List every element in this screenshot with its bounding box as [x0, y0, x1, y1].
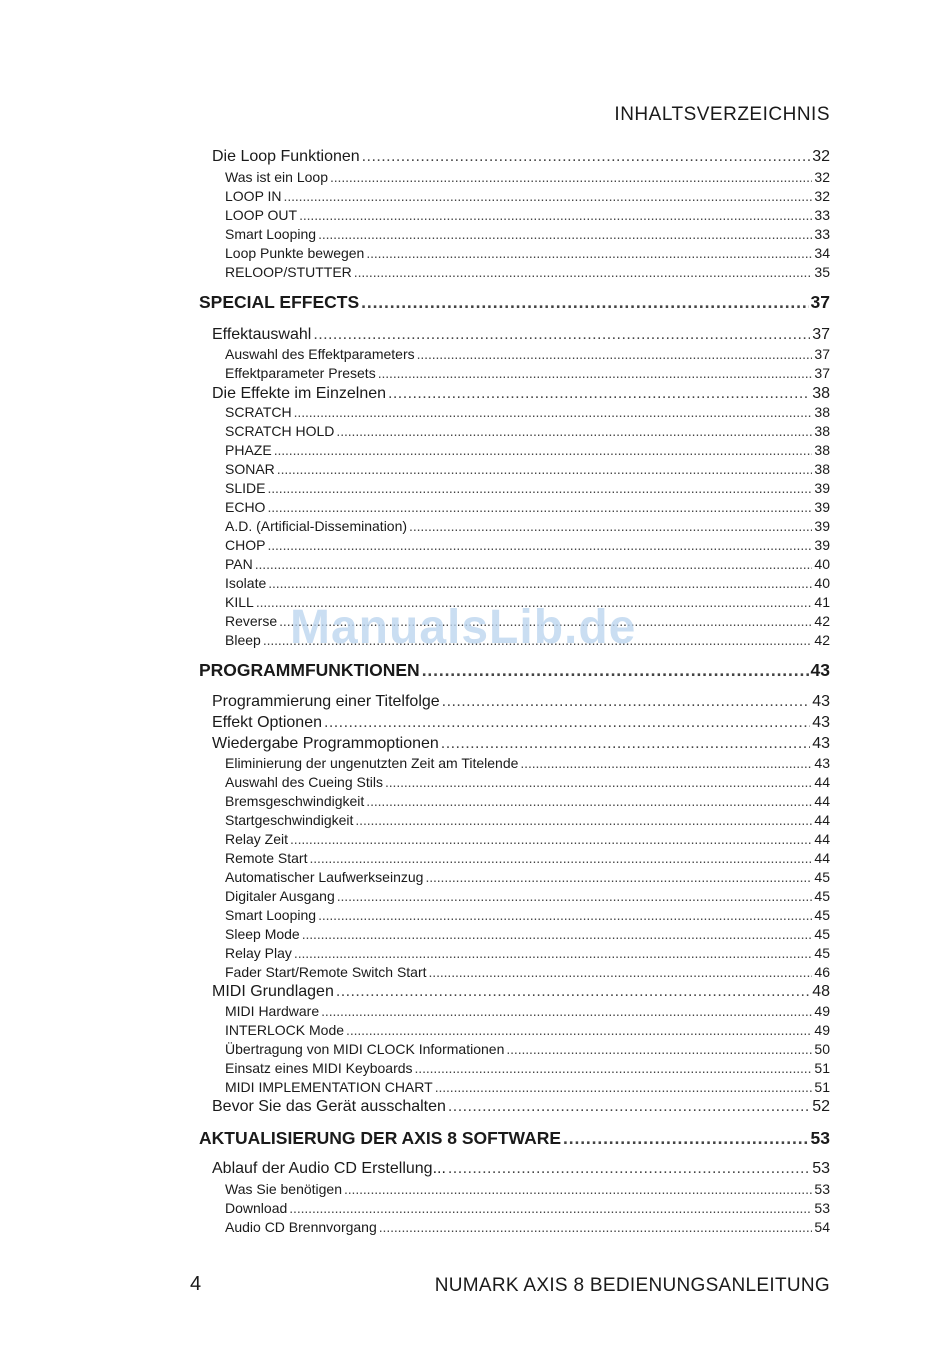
- toc-dot-leader: [429, 964, 813, 980]
- toc-entry-page: 32: [814, 188, 830, 204]
- toc-entry-title: Eliminierung der ungenutzten Zeit am Titelende: [225, 755, 519, 771]
- toc-subsection: [225, 1219, 830, 1235]
- toc-dot-leader: [506, 1041, 812, 1057]
- toc-subsection: [225, 188, 830, 204]
- toc-subsection: [225, 264, 830, 280]
- toc-entry-page: 44: [814, 793, 830, 809]
- toc-entry-title: INTERLOCK Mode: [225, 1022, 345, 1038]
- toc-subsection: [225, 964, 830, 980]
- toc-dot-leader: [321, 1003, 812, 1019]
- toc-entry-title: CHOP: [225, 537, 266, 553]
- toc-entry-title: Effekt Optionen: [212, 714, 322, 731]
- toc-entry-page: 53: [814, 1200, 830, 1216]
- toc-entry-title: Was ist ein Loop: [225, 169, 328, 185]
- toc-entry-page: 37: [814, 346, 830, 362]
- toc-section: [212, 735, 830, 753]
- toc-entry-title: Wiedergabe Programmoptionen: [212, 735, 439, 752]
- toc-entry-page: 45: [814, 945, 830, 961]
- toc-dot-leader: [318, 226, 812, 242]
- toc-subsection: [225, 518, 830, 534]
- toc-entry-page: 53: [810, 1128, 830, 1148]
- toc-section: [212, 1160, 830, 1178]
- toc-entry-page: 43: [814, 755, 830, 771]
- toc-entry-page: 40: [814, 575, 830, 591]
- toc-dot-leader: [425, 869, 812, 885]
- toc-entry-page: 44: [814, 812, 830, 828]
- toc-dot-leader: [289, 1200, 812, 1216]
- toc-dot-leader: [290, 831, 812, 847]
- toc-entry-page: 43: [812, 693, 830, 710]
- toc-subsection: [225, 537, 830, 553]
- toc-entry-page: 38: [814, 423, 830, 439]
- toc-subsection: [225, 812, 830, 828]
- toc-entry-title: Bremsgeschwindigkeit: [225, 793, 365, 809]
- toc-entry-page: 38: [814, 461, 830, 477]
- toc-entry-page: 45: [814, 869, 830, 885]
- toc-entry-title: Isolate: [225, 575, 267, 591]
- toc-entry-title: Relay Play: [225, 945, 292, 961]
- toc-entry-title: Übertragung von MIDI CLOCK Informationen: [225, 1041, 505, 1057]
- toc-subsection: [225, 442, 830, 458]
- toc-entry-title: LOOP OUT: [225, 207, 298, 223]
- toc-entry-title: Fader Start/Remote Switch Start: [225, 964, 427, 980]
- toc-entry-page: 40: [814, 556, 830, 572]
- toc-entry-title: Reverse: [225, 613, 278, 629]
- toc-entry-title: Relay Zeit: [225, 831, 289, 847]
- toc-entry-page: 37: [814, 365, 830, 381]
- toc-entry-title: Smart Looping: [225, 226, 317, 242]
- toc-subsection: [225, 793, 830, 809]
- toc-subsection: [225, 755, 830, 771]
- toc-dot-leader: [277, 461, 813, 477]
- toc-entry-title: Die Loop Funktionen: [212, 148, 360, 165]
- toc-entry-page: 51: [814, 1060, 830, 1076]
- toc-entry-page: 52: [812, 1098, 830, 1115]
- toc-subsection: [225, 926, 830, 942]
- toc-entry-page: 42: [814, 632, 830, 648]
- toc-entry-page: 42: [814, 613, 830, 629]
- toc-entry-title: Bevor Sie das Gerät ausschalten: [212, 1098, 446, 1115]
- toc-entry-title: SLIDE: [225, 480, 266, 496]
- toc-entry-title: PAN: [225, 556, 253, 572]
- toc-subsection: [225, 245, 830, 261]
- toc-subsection: [225, 1060, 830, 1076]
- watermark: ManualsLib.de: [290, 601, 637, 654]
- toc-entry-title: MIDI Grundlagen: [212, 983, 334, 1000]
- toc-dot-leader: [448, 1160, 810, 1178]
- toc-entry-page: 50: [814, 1041, 830, 1057]
- toc-dot-leader: [255, 556, 813, 572]
- toc-entry-page: 44: [814, 774, 830, 790]
- toc-dot-leader: [366, 245, 812, 261]
- toc-subsection: [225, 346, 830, 362]
- toc-entry-page: 33: [814, 226, 830, 242]
- toc-section: [212, 326, 830, 344]
- toc-subsection: [225, 404, 830, 420]
- toc-entry-page: 43: [812, 714, 830, 731]
- toc-section: [212, 983, 830, 1001]
- toc-entry-title: A.D. (Artificial-Dissemination): [225, 518, 408, 534]
- toc-subsection: [225, 575, 830, 591]
- toc-entry-title: LOOP IN: [225, 188, 282, 204]
- toc-dot-leader: [362, 148, 811, 166]
- toc-dot-leader: [409, 518, 812, 534]
- toc-dot-leader: [441, 735, 810, 753]
- toc-entry-title: Einsatz eines MIDI Keyboards: [225, 1060, 413, 1076]
- toc-dot-leader: [435, 1079, 813, 1095]
- toc-section: [212, 714, 830, 732]
- toc-chapter: [199, 660, 830, 681]
- toc-entry-page: 45: [814, 907, 830, 923]
- toc-subsection: [225, 1200, 830, 1216]
- toc-entry-page: 53: [812, 1160, 830, 1177]
- toc-dot-leader: [385, 774, 812, 790]
- toc-entry-page: 38: [814, 442, 830, 458]
- toc-entry-page: 39: [814, 499, 830, 515]
- toc-entry-title: Startgeschwindigkeit: [225, 812, 354, 828]
- toc-dot-leader: [346, 1022, 812, 1038]
- toc-dot-leader: [294, 945, 813, 961]
- toc-entry-title: Auswahl des Effektparameters: [225, 346, 415, 362]
- toc-dot-leader: [267, 499, 812, 515]
- toc-dot-leader: [361, 292, 808, 313]
- toc-dot-leader: [313, 326, 810, 344]
- toc-entry-title: Sleep Mode: [225, 926, 300, 942]
- toc-entry-title: Die Effekte im Einzelnen: [212, 385, 387, 402]
- toc-dot-leader: [378, 365, 813, 381]
- footer-page-number: 4: [190, 1273, 202, 1295]
- toc-dot-leader: [267, 480, 812, 496]
- toc-dot-leader: [520, 755, 812, 771]
- toc-dot-leader: [267, 537, 812, 553]
- toc-dot-leader: [299, 207, 812, 223]
- toc-dot-leader: [354, 264, 813, 280]
- toc-entry-title: MIDI Hardware: [225, 1003, 320, 1019]
- toc-entry-title: SCRATCH HOLD: [225, 423, 335, 439]
- toc-subsection: [225, 907, 830, 923]
- toc-dot-leader: [302, 926, 813, 942]
- toc-section: [212, 148, 830, 166]
- toc-subsection: [225, 169, 830, 185]
- toc-entry-page: 51: [814, 1079, 830, 1095]
- toc-subsection: [225, 365, 830, 381]
- toc-dot-leader: [344, 1181, 812, 1197]
- toc-dot-leader: [563, 1128, 809, 1149]
- toc-entry-page: 46: [814, 964, 830, 980]
- toc-dot-leader: [309, 850, 812, 866]
- toc-dot-leader: [294, 404, 813, 420]
- toc-dot-leader: [388, 385, 810, 403]
- toc-dot-leader: [366, 793, 812, 809]
- toc-entry-page: 39: [814, 537, 830, 553]
- toc-subsection: [225, 869, 830, 885]
- toc-entry-title: PROGRAMMFUNKTIONEN: [199, 660, 420, 680]
- toc-subsection: [225, 1181, 830, 1197]
- toc-entry-page: 37: [810, 292, 830, 312]
- toc-entry-page: 45: [814, 888, 830, 904]
- toc-entry-title: Audio CD Brennvorgang: [225, 1219, 377, 1235]
- toc-entry-title: SPECIAL EFFECTS: [199, 292, 360, 312]
- toc-entry-page: 39: [814, 480, 830, 496]
- toc-subsection: [225, 461, 830, 477]
- toc-entry-title: PHAZE: [225, 442, 272, 458]
- toc-section: [212, 1098, 830, 1116]
- toc-subsection: [225, 423, 830, 439]
- toc-entry-page: 44: [814, 850, 830, 866]
- toc-entry-page: 45: [814, 926, 830, 942]
- toc-entry-page: 33: [814, 207, 830, 223]
- toc-dot-leader: [448, 1098, 810, 1116]
- toc-entry-page: 43: [812, 735, 830, 752]
- toc-subsection: [225, 888, 830, 904]
- toc-entry-title: ECHO: [225, 499, 266, 515]
- toc-entry-title: Bleep: [225, 632, 261, 648]
- toc-entry-page: 35: [814, 264, 830, 280]
- page-header-title: INHALTSVERZEICHNIS: [614, 104, 830, 125]
- toc-dot-leader: [422, 660, 809, 681]
- toc-entry-page: 54: [814, 1219, 830, 1235]
- toc-entry-title: Was Sie benötigen: [225, 1181, 342, 1197]
- toc-dot-leader: [355, 812, 812, 828]
- toc-entry-title: Digitaler Ausgang: [225, 888, 335, 904]
- toc-subsection: [225, 1079, 830, 1095]
- toc-entry-page: 44: [814, 831, 830, 847]
- toc-subsection: [225, 831, 830, 847]
- toc-dot-leader: [324, 714, 810, 732]
- toc-section: [212, 693, 830, 711]
- toc-dot-leader: [330, 169, 812, 185]
- toc-entry-page: 32: [812, 148, 830, 165]
- toc-subsection: [225, 556, 830, 572]
- toc-entry-page: 49: [814, 1003, 830, 1019]
- toc-entry-title: KILL: [225, 594, 254, 610]
- toc-entry-title: SONAR: [225, 461, 275, 477]
- toc-subsection: [225, 499, 830, 515]
- toc-entry-page: 32: [814, 169, 830, 185]
- toc-dot-leader: [417, 346, 813, 362]
- toc-subsection: [225, 850, 830, 866]
- toc-entry-page: 53: [814, 1181, 830, 1197]
- toc-entry-title: Remote Start: [225, 850, 308, 866]
- toc-dot-leader: [318, 907, 812, 923]
- toc-dot-leader: [274, 442, 813, 458]
- toc-entry-title: AKTUALISIERUNG DER AXIS 8 SOFTWARE: [199, 1128, 562, 1148]
- toc-entry-page: 49: [814, 1022, 830, 1038]
- toc-entry-page: 34: [814, 245, 830, 261]
- toc-entry-page: 38: [812, 385, 830, 402]
- toc-chapter: [199, 292, 830, 313]
- toc-subsection: [225, 207, 830, 223]
- toc-dot-leader: [336, 423, 812, 439]
- toc-entry-title: Effektauswahl: [212, 326, 312, 343]
- toc-entry-title: Effektparameter Presets: [225, 365, 376, 381]
- toc-dot-leader: [415, 1060, 813, 1076]
- toc-chapter: [199, 1128, 830, 1149]
- toc-entry-page: 41: [814, 594, 830, 610]
- toc-subsection: [225, 774, 830, 790]
- toc-dot-leader: [268, 575, 812, 591]
- toc-subsection: [225, 1022, 830, 1038]
- toc-entry-page: 43: [810, 660, 830, 680]
- toc-dot-leader: [336, 983, 810, 1001]
- toc-dot-leader: [442, 693, 811, 711]
- toc-entry-title: MIDI IMPLEMENTATION CHART: [225, 1079, 433, 1095]
- toc-entry-title: Ablauf der Audio CD Erstellung...: [212, 1160, 446, 1177]
- toc-subsection: [225, 1003, 830, 1019]
- toc-dot-leader: [337, 888, 813, 904]
- toc-entry-page: 39: [814, 518, 830, 534]
- toc-dot-leader: [284, 188, 813, 204]
- toc-subsection: [225, 1041, 830, 1057]
- toc-section: [212, 385, 830, 403]
- toc-entry-title: Smart Looping: [225, 907, 317, 923]
- toc-subsection: [225, 945, 830, 961]
- toc-subsection: [225, 480, 830, 496]
- toc-subsection: [225, 226, 830, 242]
- toc-entry-title: Auswahl des Cueing Stils: [225, 774, 383, 790]
- toc-entry-page: 37: [812, 326, 830, 343]
- toc-entry-title: RELOOP/STUTTER: [225, 264, 352, 280]
- toc-entry-title: Automatischer Laufwerkseinzug: [225, 869, 424, 885]
- toc-entry-title: Download: [225, 1200, 288, 1216]
- footer-title: NUMARK AXIS 8 BEDIENUNGSANLEITUNG: [434, 1275, 830, 1296]
- toc-dot-leader: [379, 1219, 813, 1235]
- toc-entry-page: 38: [814, 404, 830, 420]
- toc-entry-page: 48: [812, 983, 830, 1000]
- toc-entry-title: SCRATCH: [225, 404, 292, 420]
- toc-entry-title: Programmierung einer Titelfolge: [212, 693, 440, 710]
- toc-entry-title: Loop Punkte bewegen: [225, 245, 365, 261]
